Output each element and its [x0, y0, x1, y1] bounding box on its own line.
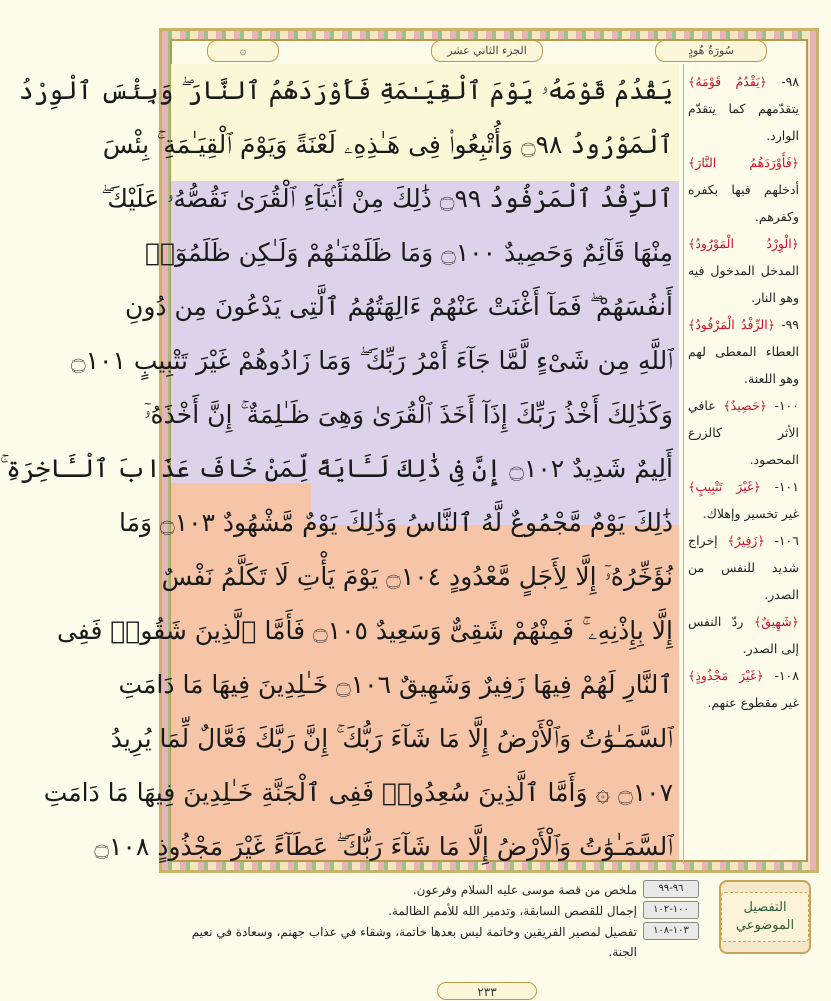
glossary-meaning: إخراج شديد للنفس من الصدر.: [688, 533, 799, 602]
glossary-item: ١٠٦- ﴿زَفِيرٌ﴾ إخراج شديد للنفس من الصدر.: [688, 533, 799, 602]
glossary-word: ﴿يَقْدُمُ قَوْمَهُ﴾: [688, 74, 767, 89]
glossary-item: ١٠٨- ﴿غَيْرَ مَجْذُوذٍ﴾ غير مقطوع عنهم.: [688, 668, 799, 710]
glossary-meaning: ردّ النفس إلى الصدر.: [688, 614, 799, 656]
verse-line: يَقْدُمُ قَوْمَهُۥ يَوْمَ ٱلْقِيَـٰمَةِ فَأَوْرَدَهُمُ ٱلنَّارَ ۖ وَبِئْسَ ٱلْوِرْدُ: [18, 76, 673, 105]
glossary-word: ﴿الْوِرْدُ الْمَوْرُودُ﴾: [688, 236, 799, 251]
topic-summary-row: [169, 901, 699, 921]
verse-range-badge: ١٠٠-١٠٢: [643, 901, 699, 919]
verse-line: ٱللَّهِ مِن شَىْءٍ لَّمَّا جَآءَ أَمْرُ رَبِّكَ ۖ وَمَا زَادُوهُمْ غَيْرَ تَتْبِيبٍ ۝١٠١: [70, 346, 673, 375]
glossary-meaning: غير تخسير وإهلاك.: [702, 506, 799, 521]
verse-line: ٱلسَّمَـٰوَٰتُ وَٱلْأَرْضُ إِلَّا مَا شَآءَ رَبُّكَ ۚ إِنَّ رَبَّكَ فَعَّالٌ لِّمَا يُرِيدُ: [110, 724, 673, 753]
glossary-meaning: يتقدّمهم كما يتقدّم الوارد.: [688, 101, 799, 143]
verse-line: ٱلنَّارِ لَهُمْ فِيهَا زَفِيرٌ وَشَهِيقٌ ۝١٠٦ خَـٰلِدِينَ فِيهَا مَا دَامَتِ: [118, 670, 673, 699]
topical-emblem: [719, 880, 811, 954]
juz-name-tag: الجزء الثاني عشر: [431, 40, 543, 62]
glossary-item: [688, 608, 799, 662]
verse-line: أَنفُسَهُمْ ۖ فَمَآ أَغْنَتْ عَنْهُمْ ءَالِهَتُهُمُ ٱلَّتِى يَدْعُونَ مِن دُونِ: [124, 292, 673, 321]
verse-line: مِنْهَا قَآئِمٌ وَحَصِيدٌ ۝١٠٠ وَمَا ظَلَمْنَـٰهُمْ وَلَـٰكِن ظَلَمُوٓا۟: [145, 238, 673, 267]
quran-text-area: [0, 64, 679, 861]
glossary-meaning: العطاء المعطى لهم وهو اللعنة.: [688, 344, 799, 386]
glossary-word: ﴿فَأَوْرَدَهُمُ النَّارَ﴾: [688, 155, 799, 170]
topic-summary-footer: [159, 876, 819, 984]
page-number: ٢٣٣: [437, 982, 537, 1000]
glossary-meaning: عافي الأثر كالزرع المحصود.: [688, 398, 799, 467]
glossary-word: ﴿غَيْرَ تَتْبِيبٍ﴾: [688, 479, 761, 494]
topic-summary-text: إجمال للقصص السابقة، وتدمير الله للأمم الظالمة.: [388, 904, 637, 918]
glossary-word: ﴿زَفِيرٌ﴾: [727, 533, 765, 548]
glossary-meaning: المدخل المدخول فيه وهو النار.: [688, 263, 799, 305]
topic-summary-row: [169, 880, 699, 900]
verse-line: ٱلْمَوْرُودُ ۝٩٨ وَأُتْبِعُوا۟ فِى هَـٰذِهِۦ لَعْنَةً وَيَوْمَ ٱلْقِيَـٰمَةِ ۚ بِئْسَ: [102, 130, 673, 159]
glossary-word: ﴿الرِّفْدُ الْمَرْفُودُ﴾: [688, 317, 776, 332]
topic-summary-text: تفصيل لمصير الفريقين وخاتمة ليس بعدها خاتمة، وشقاء في عذاب جهنم، وسعادة في نعيم الجنة.: [191, 925, 637, 959]
glossary-item: ٩٨- ﴿يَقْدُمُ قَوْمَهُ﴾ يتقدّمهم كما يتقدّم الوارد.: [688, 74, 799, 143]
glossary-word: ﴿حَصِيدٌ﴾: [723, 398, 767, 413]
verse-line: نُؤَخِّرُهُۥٓ إِلَّا لِأَجَلٍ مَّعْدُودٍ ۝١٠٤ يَوْمَ يَأْتِ لَا تَكَلَّمُ نَفْسٌ: [161, 562, 673, 591]
glossary-word: ﴿شَهِيقٌ﴾: [753, 614, 799, 629]
glossary-item: ٩٩- ﴿الرِّفْدُ الْمَرْفُودُ﴾ العطاء المعطى لهم وهو اللعنة.: [688, 317, 799, 386]
glossary-item: [688, 230, 799, 311]
verse-range-badge: ١٠٣-١٠٨: [643, 922, 699, 940]
glossary-meaning: أدخلهم فيها بكفره وكفرهم.: [688, 182, 799, 224]
hizb-marker: ۞: [207, 40, 279, 62]
topic-summary-row: [169, 922, 699, 962]
verse-line: أَلِيمٌ شَدِيدٌ ۝١٠٢ إِنَّ فِى ذَٰلِكَ لَـَٔايَةً لِّمَنْ خَافَ عَذَابَ ٱلْـَٔاخِرَةِ ۚ: [0, 454, 673, 483]
emblem-label: التفصيل الموضوعي: [721, 892, 809, 942]
verse-line: ذَٰلِكَ يَوْمٌ مَّجْمُوعٌ لَّهُ ٱلنَّاسُ وَذَٰلِكَ يَوْمٌ مَّشْهُودٌ ۝١٠٣ وَمَا: [118, 508, 673, 537]
verse-line: وَكَذَٰلِكَ أَخْذُ رَبِّكَ إِذَآ أَخَذَ ٱلْقُرَىٰ وَهِىَ ظَـٰلِمَةٌ ۚ إِنَّ أَخْذَهُۥٓ: [144, 400, 673, 429]
verse-line: إِلَّا بِإِذْنِهِۦ ۚ فَمِنْهُمْ شَقِىٌّ وَسَعِيدٌ ۝١٠٥ فَأَمَّا ٱلَّذِينَ شَقُوا۟ فَفِى: [56, 616, 673, 645]
surah-name-tag: سُورَةُ هُودٍ: [655, 40, 767, 62]
topic-summary-list: [169, 880, 699, 963]
glossary-item: [688, 149, 799, 230]
verse-line: ۝١٠٧ ۞ وَأَمَّا ٱلَّذِينَ سُعِدُوا۟ فَفِى ٱلْجَنَّةِ خَـٰلِدِينَ فِيهَا مَا دَامَتِ: [43, 778, 673, 807]
glossary-word: ﴿غَيْرَ مَجْذُوذٍ﴾: [688, 668, 764, 683]
glossary-item: ١٠٠- ﴿حَصِيدٌ﴾ عافي الأثر كالزرع المحصود.: [688, 398, 799, 467]
verse-range-badge: ٩٦-٩٩: [643, 880, 699, 898]
glossary-item: ١٠١- ﴿غَيْرَ تَتْبِيبٍ﴾ غير تخسير وإهلاك.: [688, 479, 799, 521]
verse-lines: [0, 64, 679, 874]
glossary-meaning: غير مقطوع عنهم.: [707, 695, 799, 710]
topic-summary-text: ملخص من قصة موسى عليه السلام وفرعون.: [412, 883, 637, 897]
verse-line: ٱلرِّفْدُ ٱلْمَرْفُودُ ۝٩٩ ذَٰلِكَ مِنْ أَنۢبَآءِ ٱلْقُرَىٰ نَقُصُّهُۥ عَلَيْكَ ۖ: [101, 184, 673, 213]
glossary-sidebar: [683, 64, 803, 864]
verse-line: ٱلسَّمَـٰوَٰتُ وَٱلْأَرْضُ إِلَّا مَا شَآءَ رَبُّكَ ۖ عَطَآءً غَيْرَ مَجْذُوذٍ ۝١٠٨: [94, 832, 673, 861]
